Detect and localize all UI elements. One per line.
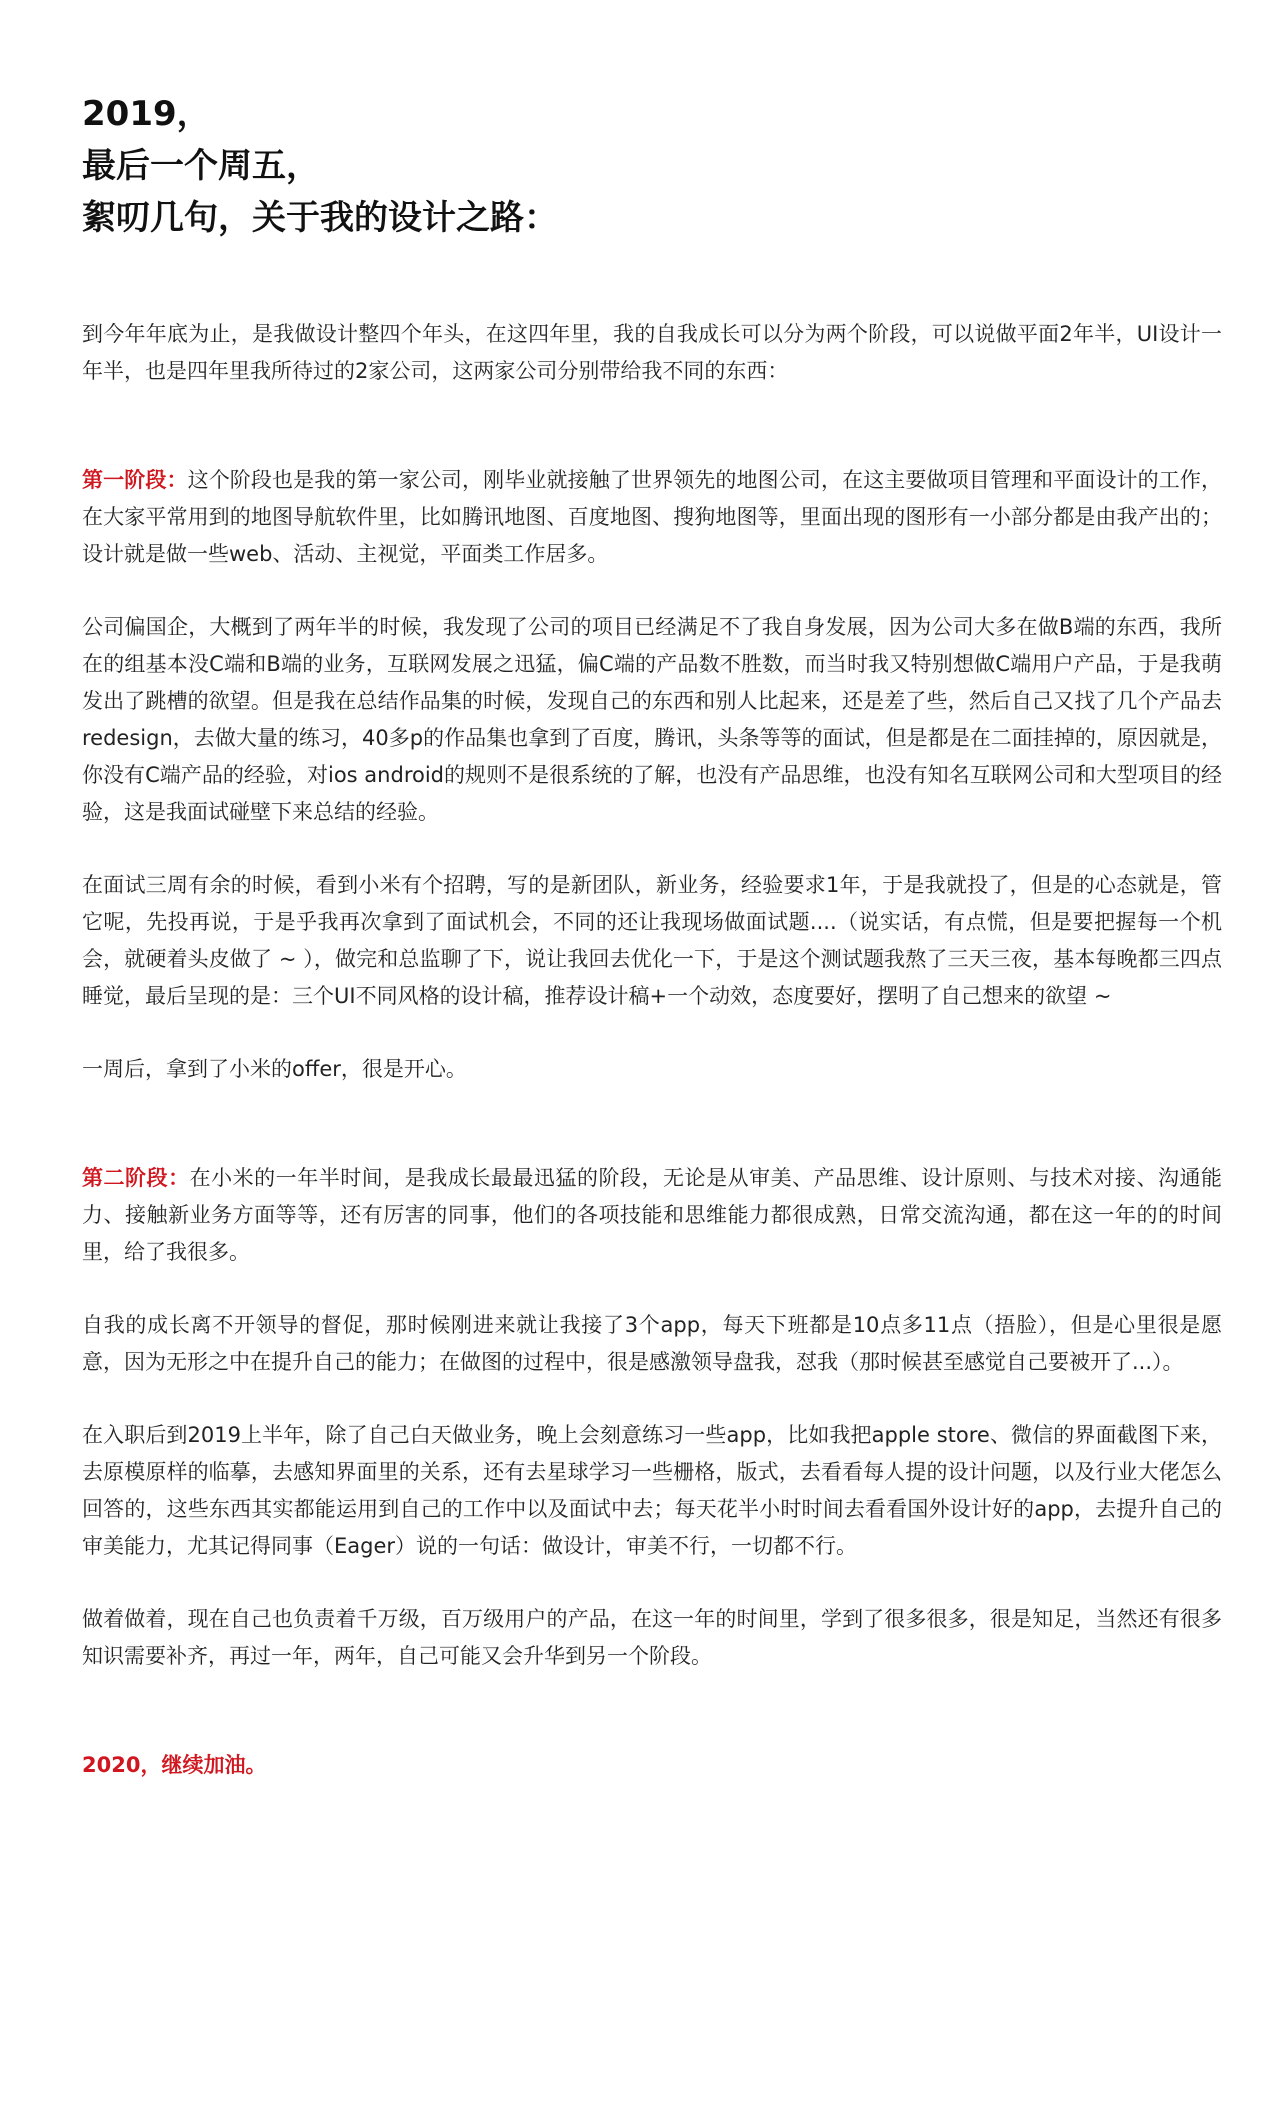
stage1-label: 第一阶段： xyxy=(82,468,188,492)
title-line-2: 最后一个周五， xyxy=(82,146,320,186)
title-line-3: 絮叨几句，关于我的设计之路： xyxy=(82,198,558,238)
closing-line: 2020，继续加油。 xyxy=(82,1753,267,1777)
stage2-label: 第二阶段： xyxy=(82,1166,190,1190)
page-title xyxy=(82,88,1222,244)
stage1-paragraph-3: 在面试三周有余的时候，看到小米有个招聘，写的是新团队，新业务，经验要求1年，于是我就投了，但是的心态就是，管它呢，先投再说，于是乎我再次拿到了面试机会，不同的还让我现场做面试题....（说实话，有点慌，但是要把握每一个机会，就硬着头皮做了 ~ ），做完和总监聊了下，说让我回去优化一下，于是这个测试题我熬了三天三夜，基本每晚都三四点睡觉，最后呈现的是：三个UI不同风格的设计稿，推荐设计稿+一个动效，态度要好，摆明了自己想来的欲望 ~ xyxy=(82,873,1222,1008)
stage2-paragraph-3: 在入职后到2019上半年，除了自己白天做业务，晚上会刻意练习一些app，比如我把apple store、微信的界面截图下来，去原模原样的临摹，去感知界面里的关系，还有去星球学习一些栅格，版式，去看看每人提的设计问题，以及行业大佬怎么回答的，这些东西其实都能运用到自己的工作中以及面试中去；每天花半小时时间去看看国外设计好的app，去提升自己的审美能力，尤其记得同事（Eager）说的一句话：做设计，审美不行，一切都不行。 xyxy=(82,1423,1222,1558)
stage2-paragraph-4: 做着做着，现在自己也负责着千万级，百万级用户的产品，在这一年的时间里，学到了很多很多，很是知足，当然还有很多知识需要补齐，再过一年，两年，自己可能又会升华到另一个阶段。 xyxy=(82,1607,1222,1668)
stage1-paragraph-2: 公司偏国企，大概到了两年半的时候，我发现了公司的项目已经满足不了我自身发展，因为公司大多在做B端的东西，我所在的组基本没C端和B端的业务，互联网发展之迅猛，偏C端的产品数不胜数，而当时我又特别想做C端用户产品，于是我萌发出了跳槽的欲望。但是我在总结作品集的时候，发现自己的东西和别人比起来，还是差了些，然后自己又找了几个产品去redesign，去做大量的练习，40多p的作品集也拿到了百度，腾讯，头条等等的面试，但是都是在二面挂掉的，原因就是，你没有C端产品的经验，对ios android的规则不是很系统的了解，也没有产品思维，也没有知名互联网公司和大型项目的经验，这是我面试碰壁下来总结的经验。 xyxy=(82,615,1222,824)
title-line-1: 2019， xyxy=(82,94,211,134)
stage2-paragraph-1 xyxy=(82,1160,1222,1271)
stage2-text-1: 在小米的一年半时间，是我成长最最迅猛的阶段，无论是从审美、产品思维、设计原则、与技术对接、沟通能力、接触新业务方面等等，还有厉害的同事，他们的各项技能和思维能力都很成熟，日常交流沟通，都在这一年的的时间里，给了我很多。 xyxy=(82,1166,1223,1264)
stage1-paragraph-4: 一周后，拿到了小米的offer，很是开心。 xyxy=(82,1057,467,1081)
intro-paragraph: 到今年年底为止，是我做设计整四个年头，在这四年里，我的自我成长可以分为两个阶段，可以说做平面2年半，UI设计一年半，也是四年里我所待过的2家公司，这两家公司分别带给我不同的东西： xyxy=(82,322,1222,383)
stage2-paragraph-2: 自我的成长离不开领导的督促，那时候刚进来就让我接了3个app，每天下班都是10点多11点（捂脸），但是心里很是愿意，因为无形之中在提升自己的能力；在做图的过程中，很是感激领导盘我，怼我（那时候甚至感觉自己要被开了...）。 xyxy=(82,1313,1222,1374)
stage1-paragraph-1 xyxy=(82,462,1222,573)
article xyxy=(82,88,1222,1784)
stage1-text-1: 这个阶段也是我的第一家公司，刚毕业就接触了世界领先的地图公司，在这主要做项目管理和平面设计的工作，在大家平常用到的地图导航软件里，比如腾讯地图、百度地图、搜狗地图等，里面出现的图形有一小部分都是由我产出的；设计就是做一些web、活动、主视觉，平面类工作居多。 xyxy=(82,468,1223,566)
